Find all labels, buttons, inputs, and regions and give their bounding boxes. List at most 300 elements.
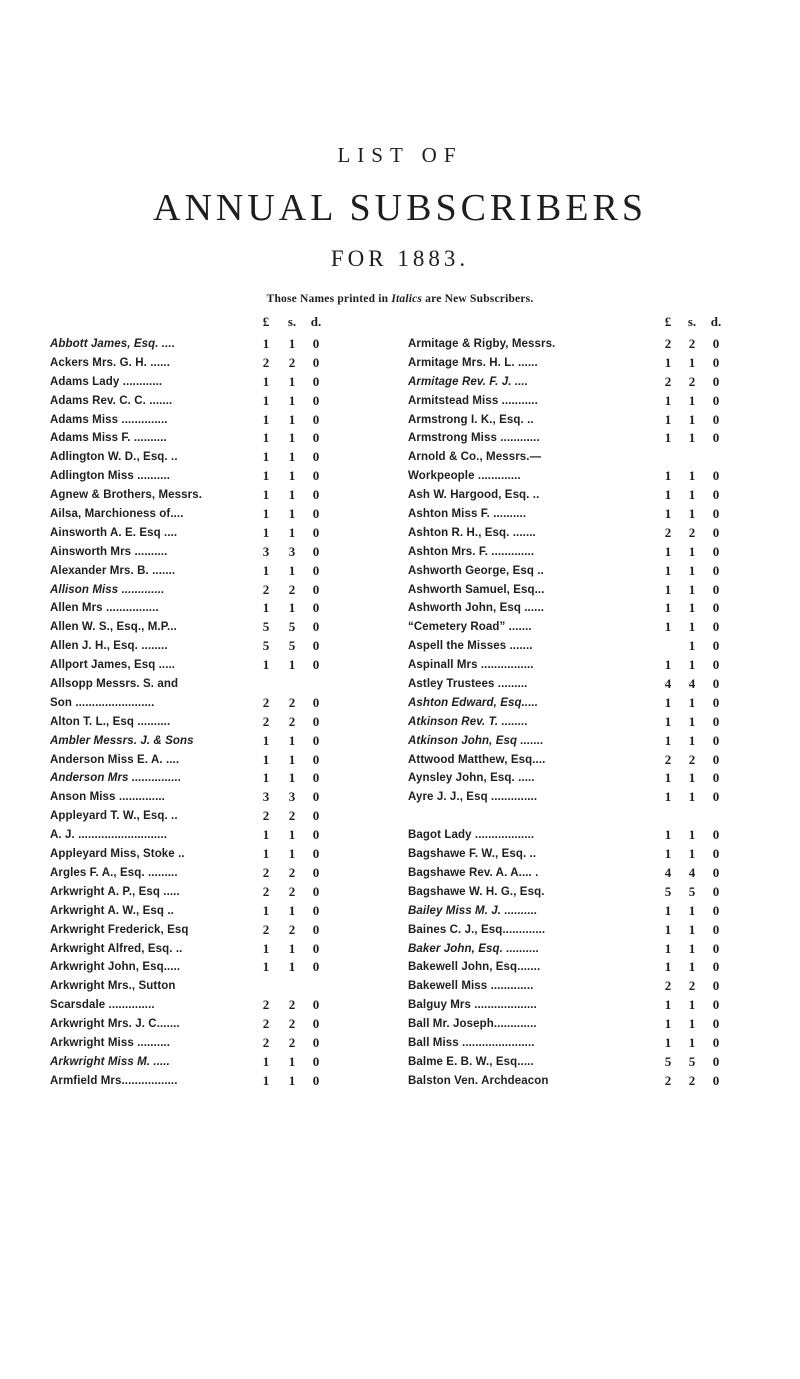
subscriber-row: [50, 373, 382, 392]
amount-shillings: 1: [288, 751, 296, 767]
subscriber-row: [408, 505, 744, 524]
subscriber-name: Ball Mr. Joseph.............: [408, 1018, 537, 1031]
subscriber-row: [50, 618, 382, 637]
amount-shillings: 2: [288, 713, 296, 729]
subscriber-name: Alexander Mrs. B. .......: [50, 564, 176, 577]
amount-shillings: 1: [288, 959, 296, 975]
subscriber-row: [50, 864, 382, 883]
subscriber-row: [408, 354, 744, 373]
amount-pence: 0: [712, 1034, 720, 1050]
amount-pounds: 5: [664, 1053, 672, 1069]
amount-pence: 0: [712, 524, 720, 540]
amount-shillings: 1: [688, 487, 696, 503]
amount-pence: 0: [312, 827, 320, 843]
amount-shillings: 3: [288, 789, 296, 805]
subscriber-name: Astley Trustees .........: [408, 678, 528, 691]
amount-shillings: 2: [288, 808, 296, 824]
amount-pence: 0: [712, 657, 720, 673]
subscriber-row: [50, 958, 382, 977]
amount-shillings: 1: [688, 468, 696, 484]
amount-pounds: 5: [262, 638, 270, 654]
subscriber-row: [50, 354, 382, 373]
amount-pounds: 1: [664, 846, 672, 862]
amount-pence: 0: [312, 638, 320, 654]
subscriber-row: [408, 562, 744, 581]
amount-pounds: 1: [664, 411, 672, 427]
subscriber-row: [50, 335, 382, 354]
subscriber-name: Ambler Messrs. J. & Sons: [50, 734, 194, 747]
subscriber-name: Bagshawe F. W., Esq. ..: [408, 848, 537, 861]
amount-shillings: 1: [688, 1034, 696, 1050]
heading-annual-subscribers: ANNUAL SUBSCRIBERS: [153, 187, 647, 229]
amount-shillings: 5: [688, 883, 696, 899]
subscriber-row: [50, 977, 382, 996]
amount-shillings: 1: [288, 846, 296, 862]
subscriber-row: [408, 524, 744, 543]
note-text-after: are New Subscribers.: [422, 293, 534, 305]
heading-year: FOR 1883.: [330, 246, 470, 271]
subscriber-name: Allport James, Esq .....: [50, 659, 176, 672]
subscriber-name: Bakewell John, Esq.......: [408, 961, 541, 974]
amount-pounds: 1: [664, 506, 672, 522]
amount-pounds: 1: [664, 694, 672, 710]
amount-shillings: 1: [288, 770, 296, 786]
amount-pence: 0: [312, 1034, 320, 1050]
subscriber-row: [408, 392, 744, 411]
amount-pounds: 1: [262, 827, 270, 843]
subscriber-row: [50, 788, 382, 807]
subscriber-row: [408, 732, 744, 751]
subscriber-name: Allen Mrs ................: [50, 602, 159, 615]
amount-pounds: 1: [262, 336, 270, 351]
subscriber-name: Armstrong Miss ............: [408, 432, 540, 445]
amount-pence: 0: [312, 770, 320, 786]
amount-pounds: 4: [664, 864, 672, 880]
subscriber-row: [408, 1034, 744, 1053]
amount-pounds: 2: [262, 1016, 270, 1032]
subscriber-row: [408, 1072, 744, 1091]
subscriber-row: [50, 505, 382, 524]
amount-shillings: 1: [288, 430, 296, 446]
subscriber-name: Son ........................: [50, 696, 155, 709]
subscriber-row: [50, 769, 382, 788]
subscriber-name: Ashworth Samuel, Esq...: [408, 583, 545, 596]
subscriber-name: Ayre J. J., Esq ..............: [408, 791, 538, 804]
amount-shillings: 5: [288, 619, 296, 635]
amount-pounds: 1: [664, 827, 672, 843]
amount-pence: 0: [712, 373, 720, 389]
amount-pounds: 1: [262, 392, 270, 408]
subscriber-name: Balguy Mrs ...................: [408, 999, 537, 1012]
amount-pence: 0: [712, 506, 720, 522]
subscriber-name: Adams Lady ............: [50, 375, 163, 388]
amount-pence: 0: [712, 600, 720, 616]
amount-shillings: 1: [288, 1072, 296, 1088]
amount-pounds: 1: [664, 902, 672, 918]
subscriber-name: Ashton Miss F. ..........: [408, 508, 527, 521]
amount-pounds: 2: [262, 997, 270, 1013]
amount-pence: 0: [712, 543, 720, 559]
subscriber-name: Argles F. A., Esq. .........: [50, 866, 178, 879]
amount-shillings: 1: [288, 487, 296, 503]
amount-shillings: 4: [688, 676, 696, 692]
amount-pounds: 2: [664, 524, 672, 540]
amount-shillings: 1: [688, 694, 696, 710]
amount-shillings: 2: [288, 1034, 296, 1050]
amount-pence: 0: [712, 468, 720, 484]
amount-shillings: 4: [688, 864, 696, 880]
amount-shillings: 5: [688, 1053, 696, 1069]
subscriber-row: [50, 694, 382, 713]
amount-pence: 0: [312, 883, 320, 899]
subscriber-row: [408, 637, 744, 656]
amount-pounds: 1: [664, 1016, 672, 1032]
subscriber-row: [408, 411, 744, 430]
amount-pounds: 2: [262, 354, 270, 370]
subscriber-name: Arkwright Mrs., Sutton: [50, 980, 176, 993]
subscriber-name: Bagshawe W. H. G., Esq.: [408, 885, 545, 898]
amount-pence: 0: [312, 581, 320, 597]
subscriber-name: Bakewell Miss .............: [408, 980, 534, 993]
amount-shillings: 1: [688, 770, 696, 786]
amount-shillings: 2: [288, 1016, 296, 1032]
left-currency-header: [50, 314, 382, 332]
subscriber-name: Bailey Miss M. J. ..........: [408, 904, 538, 917]
subscriber-name: Anderson Miss E. A. ....: [50, 753, 180, 766]
amount-pence: 0: [712, 827, 720, 843]
amount-pence: 0: [712, 902, 720, 918]
pounds-header: £: [262, 314, 270, 329]
amount-pounds: 1: [664, 770, 672, 786]
subscriber-row: [50, 751, 382, 770]
amount-pounds: 1: [664, 657, 672, 673]
subscriber-name: Adams Miss F. ..........: [50, 432, 167, 445]
subscriber-name: Ashworth George, Esq ..: [408, 564, 544, 577]
amount-shillings: 2: [688, 524, 696, 540]
amount-pounds: 1: [262, 373, 270, 389]
amount-shillings: 1: [288, 562, 296, 578]
subscriber-name: Scarsdale ..............: [50, 999, 155, 1012]
amount-shillings: 1: [688, 846, 696, 862]
subscriber-row: [50, 807, 382, 826]
subscriber-name: Ainsworth Mrs ..........: [50, 545, 168, 558]
subscriber-name: Aspinall Mrs ................: [408, 659, 534, 672]
subscriber-row: [50, 543, 382, 562]
amount-pounds: 1: [262, 430, 270, 446]
amount-pence: 0: [312, 732, 320, 748]
subscriber-name: Bagot Lady ..................: [408, 829, 535, 842]
amount-pence: 0: [312, 789, 320, 805]
amount-pounds: 2: [664, 336, 672, 351]
amount-pence: 0: [712, 751, 720, 767]
subscriber-name: Agnew & Brothers, Messrs.: [50, 489, 203, 502]
amount-pounds: 1: [664, 1034, 672, 1050]
amount-shillings: 1: [688, 562, 696, 578]
subscriber-name: Ash W. Hargood, Esq. ..: [408, 489, 540, 502]
subscriber-row: [408, 581, 744, 600]
amount-pounds: 1: [262, 846, 270, 862]
right-currency-header: [408, 314, 744, 332]
amount-pence: 0: [712, 713, 720, 729]
amount-pounds: 1: [262, 732, 270, 748]
subscriber-row: [408, 826, 744, 845]
subscriber-row: [50, 845, 382, 864]
amount-pence: 0: [312, 959, 320, 975]
amount-pence: 0: [712, 1072, 720, 1088]
amount-pounds: 1: [262, 1053, 270, 1069]
amount-shillings: 2: [288, 354, 296, 370]
amount-shillings: 1: [688, 827, 696, 843]
amount-shillings: 1: [688, 619, 696, 635]
subscriber-name: A. J. ...........................: [50, 829, 168, 842]
subscriber-name: Arkwright Alfred, Esq. ..: [50, 942, 183, 955]
amount-pounds: 1: [262, 468, 270, 484]
subscriber-row: [50, 826, 382, 845]
amount-pounds: 1: [262, 959, 270, 975]
subscriber-name: Arkwright Miss M. .....: [50, 1055, 170, 1068]
subscriber-name: Ashton R. H., Esq. .......: [408, 526, 536, 539]
amount-pence: 0: [712, 562, 720, 578]
amount-shillings: 1: [288, 506, 296, 522]
amount-shillings: 2: [288, 997, 296, 1013]
amount-shillings: 2: [288, 864, 296, 880]
amount-pence: 0: [312, 562, 320, 578]
amount-pence: 0: [712, 430, 720, 446]
amount-pence: 0: [712, 336, 720, 351]
subscriber-row: [50, 429, 382, 448]
amount-shillings: 1: [688, 638, 696, 654]
amount-pounds: 2: [262, 808, 270, 824]
subscriber-row: [50, 524, 382, 543]
subscriber-name: Baines C. J., Esq.............: [408, 923, 546, 936]
amount-pence: 0: [712, 581, 720, 597]
amount-pence: 0: [312, 1016, 320, 1032]
subscriber-row: [50, 581, 382, 600]
subscriber-row: [50, 921, 382, 940]
amount-pence: 0: [712, 676, 720, 692]
amount-pounds: 3: [262, 789, 270, 805]
amount-pence: 0: [712, 846, 720, 862]
amount-shillings: 1: [288, 600, 296, 616]
amount-pounds: 1: [262, 487, 270, 503]
right-subscriber-list: [408, 335, 744, 1091]
subscriber-name: Aynsley John, Esq. .....: [408, 772, 535, 785]
subscriber-name: Adams Rev. C. C. .......: [50, 394, 173, 407]
amount-pounds: 2: [262, 864, 270, 880]
amount-pence: 0: [312, 468, 320, 484]
amount-pence: 0: [312, 1072, 320, 1088]
subscriber-name: Ashton Edward, Esq.....: [408, 696, 539, 709]
amount-pence: 0: [312, 506, 320, 522]
subscriber-name: Baker John, Esq. ..........: [408, 942, 540, 955]
amount-pounds: 3: [262, 543, 270, 559]
amount-shillings: 2: [688, 1072, 696, 1088]
subscriber-row: [408, 996, 744, 1015]
amount-shillings: 5: [288, 638, 296, 654]
amount-pounds: 1: [664, 619, 672, 635]
amount-pounds: 1: [664, 581, 672, 597]
subscriber-name: Arkwright Miss ..........: [50, 1036, 171, 1049]
pence-header: d.: [710, 314, 722, 329]
subscriber-name: Adlington W. D., Esq. ..: [50, 451, 178, 464]
amount-shillings: 2: [288, 694, 296, 710]
subscriber-name: Balme E. B. W., Esq.....: [408, 1055, 534, 1068]
amount-pence: 0: [312, 373, 320, 389]
amount-pence: 0: [712, 392, 720, 408]
subscriber-row: [408, 373, 744, 392]
amount-pence: 0: [712, 411, 720, 427]
note-text-before: Those Names printed in: [266, 293, 392, 305]
amount-pounds: 1: [262, 1072, 270, 1088]
subscriber-name: Aspell the Misses .......: [408, 640, 533, 653]
amount-shillings: 1: [688, 732, 696, 748]
subscriber-row: [408, 977, 744, 996]
subscriber-name: “Cemetery Road” .......: [408, 621, 532, 634]
amount-pounds: 1: [664, 562, 672, 578]
amount-pence: 0: [312, 619, 320, 635]
amount-pounds: 1: [664, 487, 672, 503]
amount-pounds: 1: [262, 600, 270, 616]
subscriber-name: Anderson Mrs ...............: [50, 772, 182, 785]
subscriber-row: [408, 1053, 744, 1072]
subscriber-row: [408, 788, 744, 807]
amount-pence: 0: [312, 1053, 320, 1069]
amount-pounds: 2: [262, 883, 270, 899]
amount-pounds: 5: [262, 619, 270, 635]
subscriber-name: Armitstead Miss ...........: [408, 394, 538, 407]
subscriber-name: Ashton Mrs. F. .............: [408, 545, 535, 558]
amount-shillings: 3: [288, 543, 296, 559]
amount-shillings: 1: [288, 373, 296, 389]
amount-pounds: 2: [262, 1034, 270, 1050]
amount-pounds: 1: [664, 789, 672, 805]
subscriber-name: Appleyard T. W., Esq. ..: [50, 810, 178, 823]
subscriber-row: [50, 732, 382, 751]
amount-pence: 0: [312, 430, 320, 446]
amount-pence: 0: [712, 638, 720, 654]
amount-pence: 0: [312, 846, 320, 862]
subscriber-row: [408, 902, 744, 921]
amount-pence: 0: [312, 940, 320, 956]
subscriber-row: [50, 883, 382, 902]
amount-shillings: 1: [288, 411, 296, 427]
subscriber-name: Arkwright A. P., Esq .....: [50, 885, 180, 898]
amount-pence: 0: [312, 354, 320, 370]
amount-pounds: 1: [664, 713, 672, 729]
amount-pounds: 1: [664, 959, 672, 975]
subscriber-name: Alton T. L., Esq ..........: [50, 715, 171, 728]
left-subscriber-list: [50, 335, 382, 1091]
amount-shillings: 1: [288, 827, 296, 843]
subscriber-row: [408, 448, 744, 467]
subscriber-name: Balston Ven. Archdeacon: [408, 1074, 549, 1087]
amount-pence: 0: [712, 770, 720, 786]
subscriber-name: Arnold & Co., Messrs.—: [408, 451, 542, 464]
amount-shillings: 1: [688, 411, 696, 427]
amount-pounds: 1: [262, 506, 270, 522]
amount-pence: 0: [712, 864, 720, 880]
amount-shillings: 1: [688, 940, 696, 956]
amount-shillings: 1: [688, 354, 696, 370]
amount-shillings: 2: [288, 883, 296, 899]
amount-shillings: 1: [288, 657, 296, 673]
amount-pounds: 1: [262, 449, 270, 465]
subscriber-row: [50, 448, 382, 467]
subscriber-row: [408, 599, 744, 618]
subscriber-row: [50, 1015, 382, 1034]
amount-pounds: 2: [664, 1072, 672, 1088]
amount-shillings: 1: [288, 1053, 296, 1069]
subscriber-row: [50, 411, 382, 430]
subscriber-name: Abbott James, Esq. ....: [50, 338, 175, 350]
amount-pence: 0: [312, 543, 320, 559]
subscriber-row: [50, 392, 382, 411]
amount-pounds: 1: [262, 751, 270, 767]
amount-shillings: 1: [688, 600, 696, 616]
amount-pence: 0: [712, 997, 720, 1013]
amount-pounds: 1: [664, 354, 672, 370]
subscriber-name: Ackers Mrs. G. H. ......: [50, 356, 170, 369]
amount-pounds: 2: [262, 694, 270, 710]
subscriber-name: Arkwright Frederick, Esq: [50, 923, 189, 936]
pence-header: d.: [310, 314, 322, 329]
amount-shillings: 1: [688, 902, 696, 918]
amount-pounds: 2: [664, 373, 672, 389]
subscriber-name: Arkwright John, Esq.....: [50, 961, 181, 974]
amount-pounds: 1: [664, 921, 672, 937]
subscriber-row: [50, 467, 382, 486]
amount-shillings: 1: [688, 430, 696, 446]
amount-pence: 0: [312, 902, 320, 918]
subscriber-row: [50, 637, 382, 656]
subscriber-name: Ailsa, Marchioness of....: [50, 508, 184, 521]
amount-pence: 0: [712, 940, 720, 956]
amount-pence: 0: [312, 751, 320, 767]
amount-pounds: 1: [664, 997, 672, 1013]
subscriber-row: [50, 996, 382, 1015]
amount-shillings: 1: [688, 713, 696, 729]
amount-pounds: 1: [262, 902, 270, 918]
subscriber-row: [50, 562, 382, 581]
amount-pence: 0: [312, 657, 320, 673]
amount-pence: 0: [312, 600, 320, 616]
amount-shillings: 1: [688, 789, 696, 805]
amount-pence: 0: [712, 883, 720, 899]
subscriber-name: Atkinson Rev. T. ........: [408, 715, 528, 728]
amount-pence: 0: [712, 1053, 720, 1069]
amount-pence: 0: [312, 997, 320, 1013]
amount-shillings: 2: [288, 921, 296, 937]
amount-pence: 0: [712, 619, 720, 635]
amount-pounds: 2: [262, 713, 270, 729]
amount-shillings: 1: [688, 1016, 696, 1032]
amount-pounds: 2: [664, 751, 672, 767]
amount-pence: 0: [712, 732, 720, 748]
amount-pence: 0: [312, 864, 320, 880]
shillings-header: s.: [687, 314, 697, 329]
amount-pounds: 1: [664, 468, 672, 484]
amount-pence: 0: [312, 487, 320, 503]
subscriber-name: Arkwright A. W., Esq ..: [50, 904, 174, 917]
amount-pence: 0: [312, 449, 320, 465]
amount-pounds: 1: [664, 392, 672, 408]
amount-pounds: 1: [664, 543, 672, 559]
amount-shillings: 1: [288, 449, 296, 465]
subscriber-name: Armstrong I. K., Esq. ..: [408, 413, 534, 426]
subscriber-row: [408, 543, 744, 562]
subscriber-name: Appleyard Miss, Stoke ..: [50, 848, 185, 861]
subscriber-name: Atkinson John, Esq .......: [408, 734, 544, 747]
